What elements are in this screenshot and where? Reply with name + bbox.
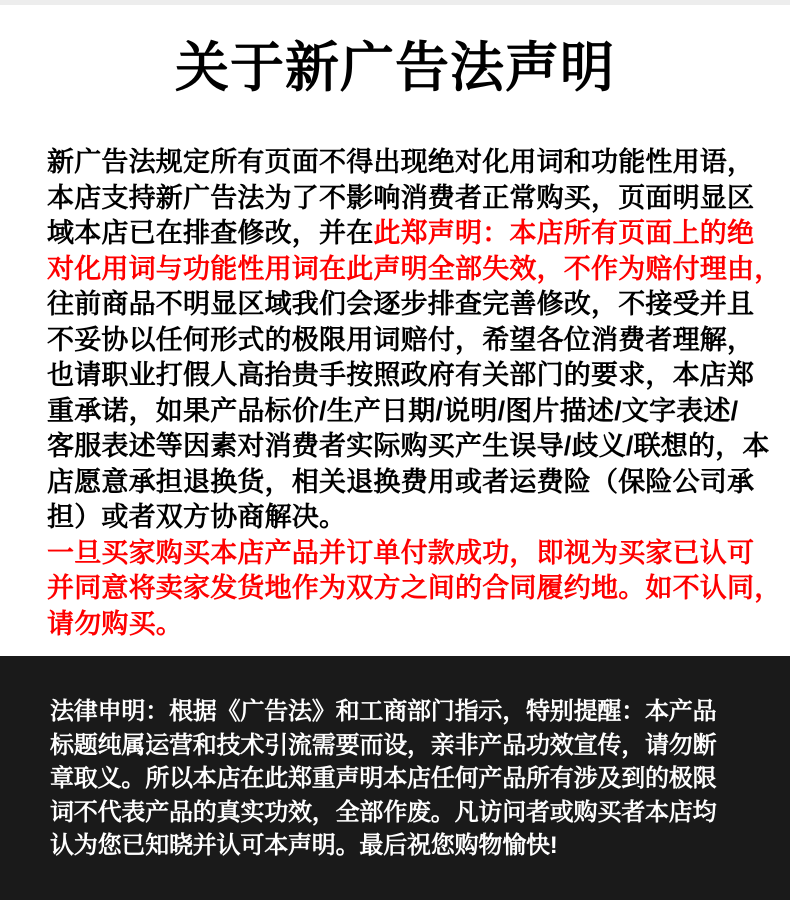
footer-text-line: 词不代表产品的真实功效，全部作废。凡访问者或购买者本店均 [50,798,717,826]
text-line: 本店支持新广告法为了不影响消费者正常购买，页面明显区 [47,182,755,213]
highlighted-text-line: 对化用词与功能性用词在此声明全部失效，不作为赔付理由， [47,253,782,284]
text-line: 店愿意承担退换货，相关退换费用或者运费险（保险公司承 [47,466,755,497]
statement-paragraph [0,145,790,642]
legal-footer [0,656,790,900]
highlighted-text-segment: 此郑声明：本店所有页面上的绝 [373,218,755,248]
footer-text-line: 法律申明：根据《广告法》和工商部门指示，特别提醒：本产品 [50,698,717,725]
text-line-mixed [47,216,760,252]
footer-text-line: 认为您已知晓并认可本声明。最后祝您购物愉快! [50,832,558,859]
red-notice-line: 一旦买家购买本店产品并订单付款成功，即视为买家已认可 [47,537,755,568]
text-line: 也请职业打假人高抬贵手按照政府有关部门的要求，本店郑 [47,360,755,390]
statement-section [0,5,790,656]
footer-text-line: 章取义。所以本店在此郑重声明本店任何产品所有涉及到的极限 [50,765,717,792]
text-line: 担）或者双方协商解决。 [47,502,347,532]
text-line: 新广告法规定所有页面不得出现绝对化用词和功能性用语， [47,147,755,177]
text-line: 往前商品不明显区域我们会逐步排查完善修改，不接受并且 [47,289,755,319]
text-segment: 域本店已在排查修改，并在 [47,218,374,248]
text-line: 不妥协以任何形式的极限用词赔付，希望各位消费者理解， [47,324,755,355]
text-line: 客服表述等因素对消费者实际购买产生误导/歧义/联想的，本 [47,431,770,461]
red-notice-line: 请勿购买。 [47,608,183,639]
text-line: 重承诺，如果产品标价/生产日期/说明/图片描述/文字表述/ [47,395,739,426]
page-title: 关于新广告法声明 [175,35,615,99]
footer-text-line: 标题纯属运营和技术引流需要而设，亲非产品功效宣传，请勿断 [50,731,717,759]
red-notice-line: 并同意将卖家发货地作为双方之间的合同履约地。如不认同， [47,573,782,603]
